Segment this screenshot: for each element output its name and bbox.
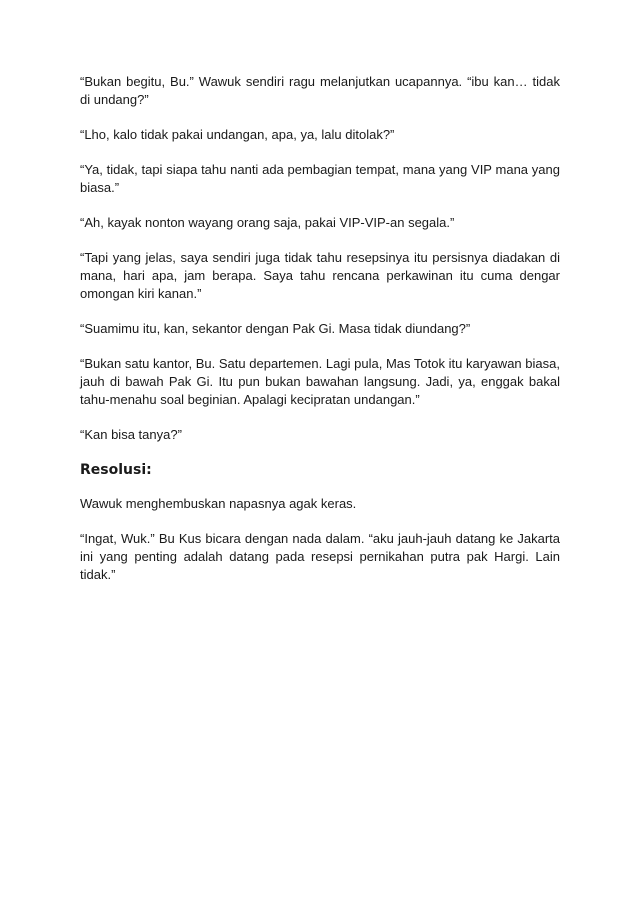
section-heading-resolusi: Resolusi: <box>80 462 152 478</box>
paragraph-dialogue: “Ah, kayak nonton wayang orang saja, pakai VIP-VIP-an segala.” <box>80 215 455 230</box>
paragraph-dialogue: “Ingat, Wuk.” Bu Kus bicara dengan nada dalam. “aku jauh-jauh datang ke Jakarta ini yang penting adalah datang pada resepsi pernikahan putra pak Hargi. Lain tidak.” <box>80 531 560 582</box>
paragraph-dialogue: “Suamimu itu, kan, sekantor dengan Pak Gi. Masa tidak diundang?” <box>80 321 471 336</box>
paragraph-dialogue: “Lho, kalo tidak pakai undangan, apa, ya, lalu ditolak?” <box>80 127 395 142</box>
paragraph-dialogue: “Kan bisa tanya?” <box>80 427 182 442</box>
document-page <box>80 73 560 601</box>
paragraph-dialogue: “Ya, tidak, tapi siapa tahu nanti ada pembagian tempat, mana yang VIP mana yang biasa.” <box>80 162 560 195</box>
paragraph-dialogue: “Bukan satu kantor, Bu. Satu departemen. Lagi pula, Mas Totok itu karyawan biasa, jauh di bawah Pak Gi. Itu pun bukan bawahan langsung. Jadi, ya, enggak bakal tahu-menahu soal beginian. Apalagi kecipratan undangan.” <box>80 356 560 407</box>
paragraph-dialogue: “Bukan begitu, Bu.” Wawuk sendiri ragu melanjutkan ucapannya. “ibu kan… tidak di undang?” <box>80 74 560 107</box>
paragraph-dialogue: “Tapi yang jelas, saya sendiri juga tidak tahu resepsinya itu persisnya diadakan di mana, hari apa, jam berapa. Saya tahu rencana perkawinan itu cuma dengar omongan kiri kanan.” <box>80 250 560 301</box>
paragraph-narration: Wawuk menghembuskan napasnya agak keras. <box>80 496 357 511</box>
